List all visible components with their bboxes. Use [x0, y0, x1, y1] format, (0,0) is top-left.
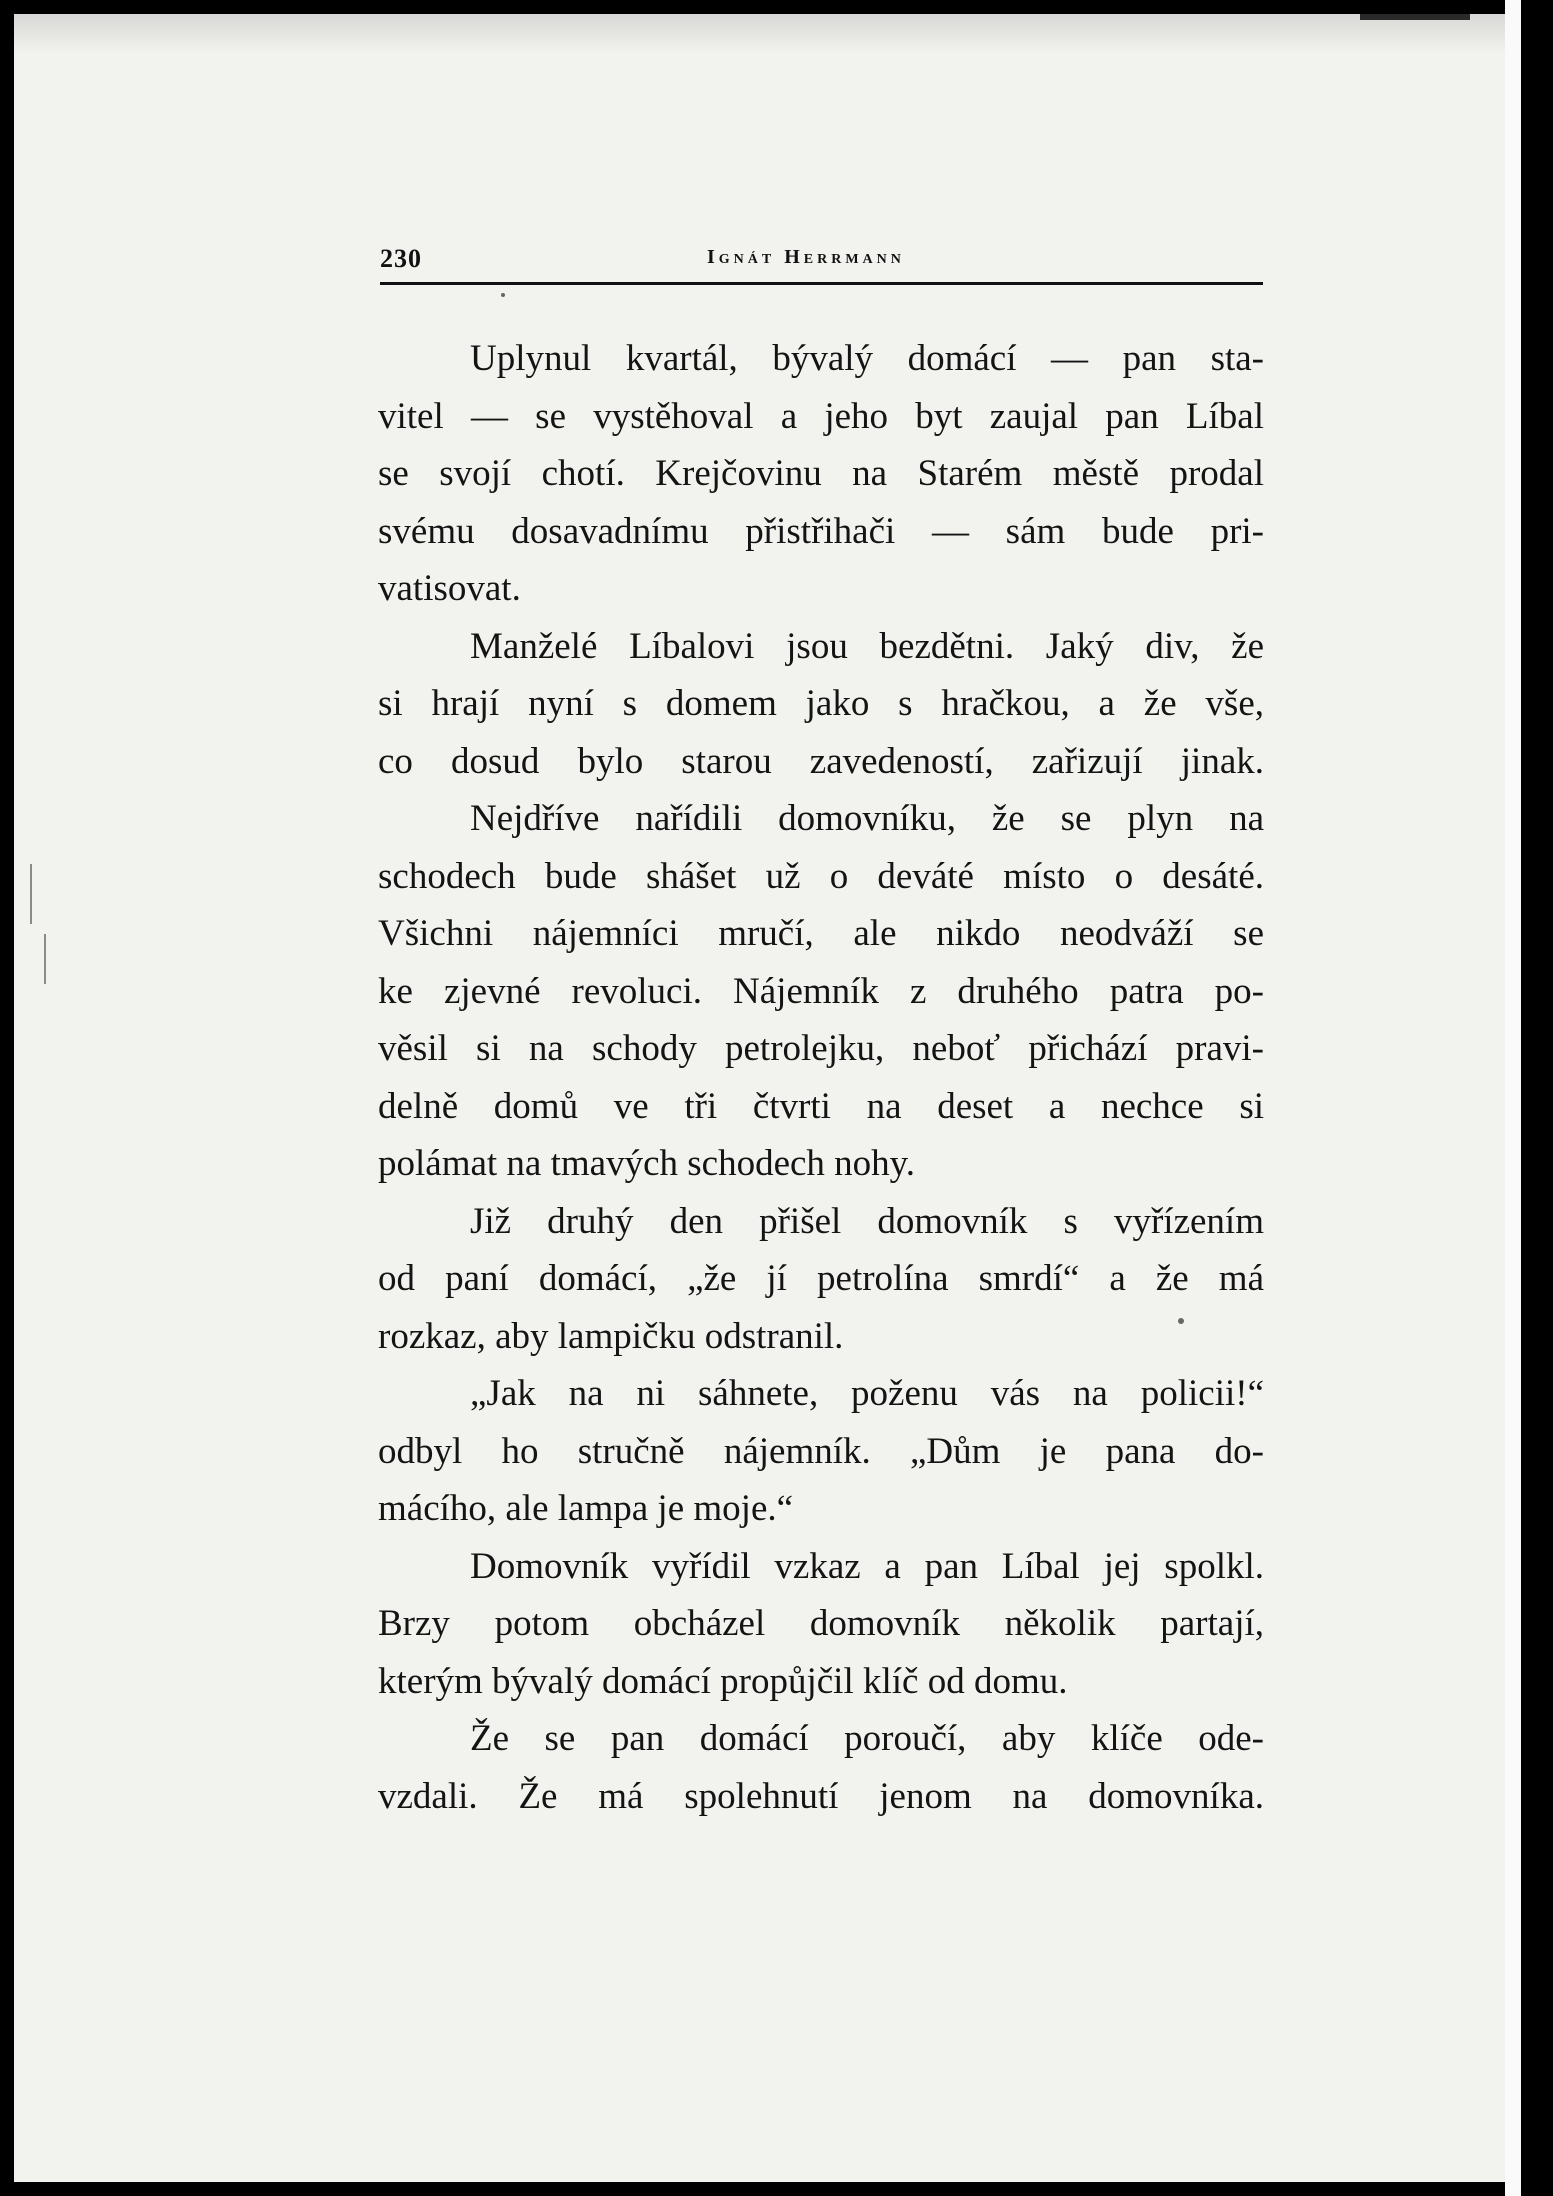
text-line: odbyl ho stručně nájemník. „Dům je pana do-: [378, 1430, 1264, 1472]
text-line: vzdali. Že má spolehnutí jenom na domovníka.: [378, 1775, 1264, 1817]
scan-border: [1521, 0, 1553, 2196]
text-line: Již druhý den přišel domovník s vyřízením: [470, 1200, 1264, 1242]
scan-corner-mark: [1360, 14, 1470, 20]
text-line: Že se pan domácí poroučí, aby klíče ode-: [470, 1718, 1264, 1759]
text-line: schodech bude shášet už o deváté místo o desáté.: [378, 855, 1264, 897]
text-line: co dosud bylo starou zavedeností, zařizují jinak.: [378, 740, 1264, 782]
text-line: „Jak na ni sáhnete, poženu vás na policii!“: [470, 1373, 1264, 1414]
text-line: delně domů ve tři čtvrti na deset a nechce si: [378, 1085, 1264, 1127]
page-number: 230: [380, 244, 422, 273]
scanned-page: [14, 14, 1505, 2182]
text-line: od paní domácí, „že jí petrolína smrdí“ a že má: [378, 1258, 1264, 1299]
text-line: kterým bývalý domácí propůjčil klíč od domu.: [378, 1660, 1068, 1702]
margin-mark: [30, 864, 32, 924]
text-line: rozkaz, aby lampičku odstranil.: [378, 1315, 844, 1357]
text-line: Manželé Líbalovi jsou bezdětni. Jaký div, že: [470, 625, 1264, 667]
body-text: [378, 330, 1264, 1825]
text-line: Domovník vyřídil vzkaz a pan Líbal jej spolkl.: [470, 1545, 1264, 1587]
running-header: [380, 236, 1263, 285]
text-line: svému dosavadnímu přistřihači — sám bude pri-: [378, 510, 1264, 552]
text-line: mácího, ale lampa je moje.“: [378, 1488, 794, 1529]
running-title-author: Ignát Herrmann: [707, 246, 905, 268]
text-line: se svojí chotí. Krejčovinu na Starém městě prodal: [378, 453, 1264, 494]
text-line: si hrají nyní s domem jako s hračkou, a že vše,: [378, 683, 1264, 724]
text-line: ke zjevné revoluci. Nájemník z druhého patra po-: [378, 970, 1264, 1012]
text-line: Brzy potom obcházel domovník několik partají,: [378, 1603, 1264, 1644]
page-edge: [1505, 0, 1521, 2196]
text-line: věsil si na schody petrolejku, neboť přichází pravi-: [378, 1028, 1264, 1069]
text-line: Všichni nájemníci mručí, ale nikdo neodváží se: [378, 913, 1264, 954]
ink-speck: [501, 293, 505, 297]
text-line: vitel — se vystěhoval a jeho byt zaujal pan Líbal: [378, 395, 1264, 437]
text-line: Nejdříve nařídili domovníku, že se plyn na: [470, 798, 1264, 839]
text-line: Uplynul kvartál, bývalý domácí — pan sta-: [470, 338, 1264, 379]
text-line: polámat na tmavých schodech nohy.: [378, 1143, 916, 1184]
margin-mark: [44, 934, 46, 984]
scan-shadow: [14, 14, 1505, 54]
text-line: vatisovat.: [378, 568, 521, 609]
